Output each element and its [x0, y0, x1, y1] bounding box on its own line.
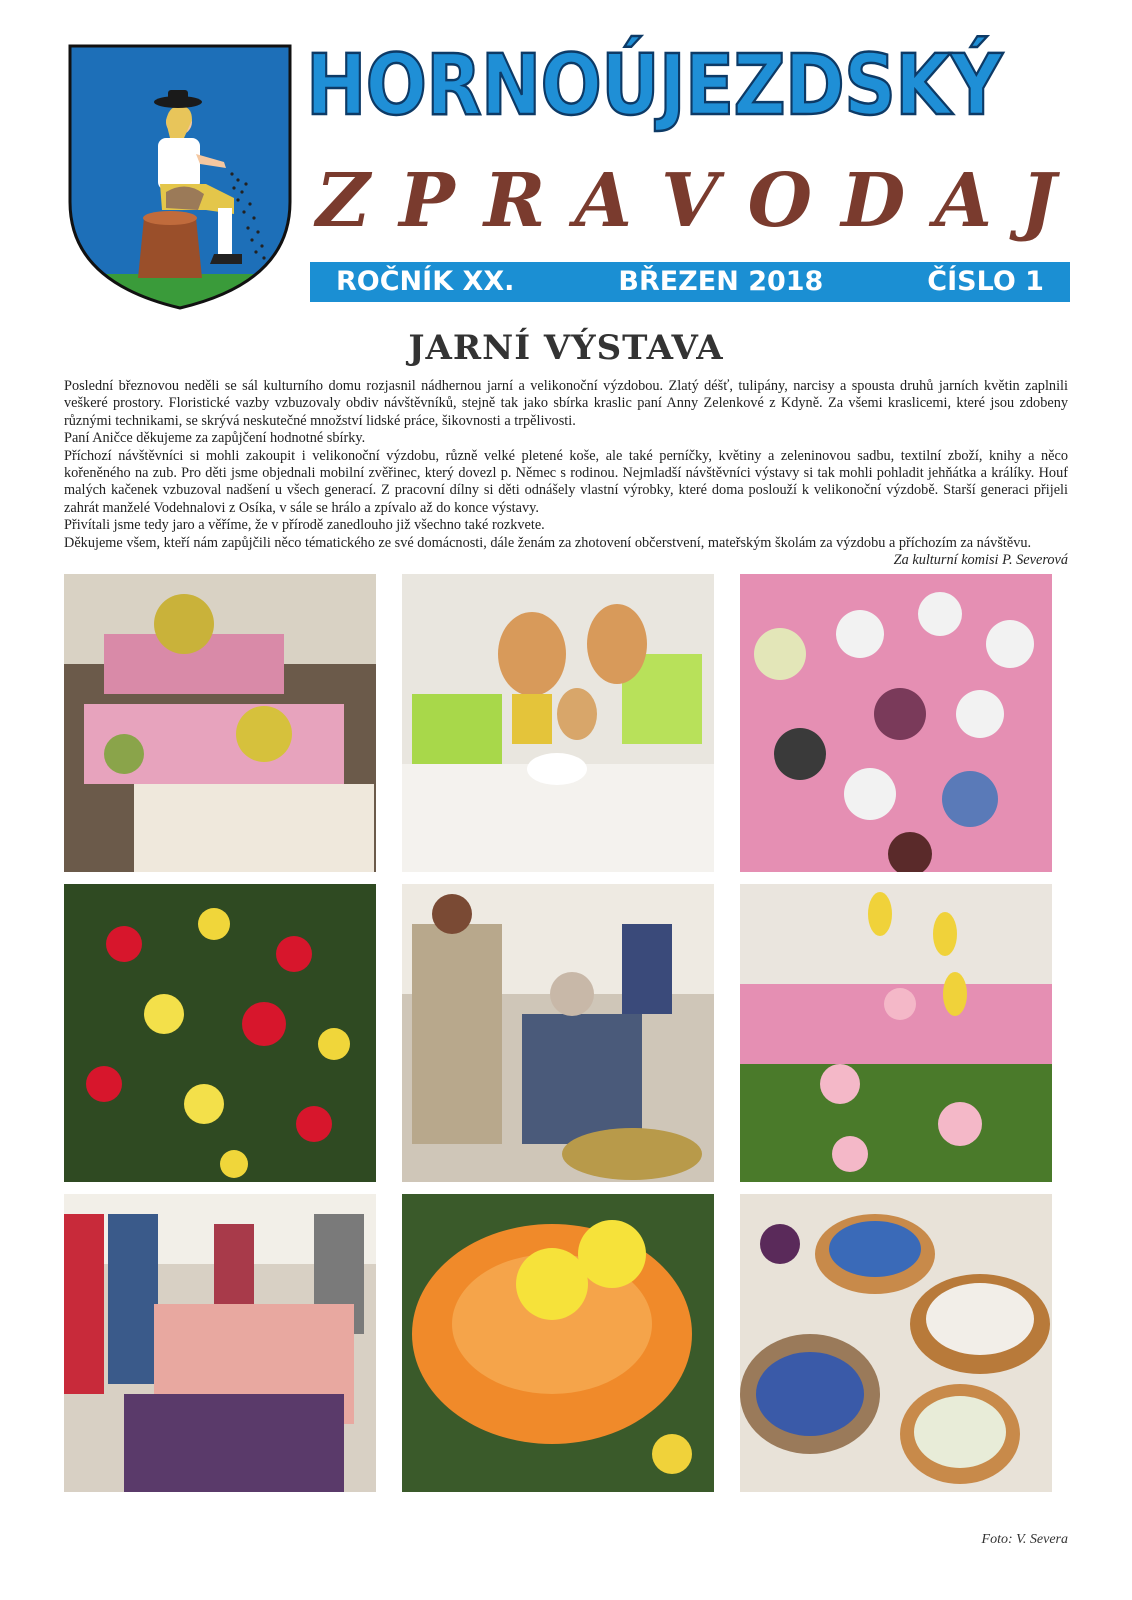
photo-basket-weaving — [402, 884, 714, 1182]
subtitle-letter: D — [841, 158, 906, 244]
issue-date: BŘEZEN 2018 — [618, 266, 824, 297]
article-body — [64, 378, 1068, 569]
photo-tulips-roses — [740, 884, 1052, 1182]
subtitle-letter: A — [574, 158, 632, 244]
subtitle-letter: V — [661, 158, 719, 244]
issue-number: ČÍSLO 1 — [927, 266, 1044, 297]
photo-egg-collection — [740, 574, 1052, 872]
subtitle-letter: P — [399, 158, 455, 244]
subtitle-letter: O — [747, 158, 813, 244]
article-paragraph: Děkujeme všem, kteří nám zapůjčili něco tématického ze své domácnosti, dále ženám za zhotovení občerstvení, mateřským školám za výzdobu a příchozím za návštěvu. — [64, 534, 1032, 551]
volume-label: ROČNÍK XX. — [336, 266, 515, 297]
photo-credit: Foto: V. Severa — [981, 1532, 1068, 1547]
article-paragraph: Poslední březnovou neděli se sál kulturního domu rozjasnil nádhernou jarní a velikonoční výzdobou. Zlatý déšť, tulipány, narcisy a spousta druhů jarních květin zaplnili veškeré prostory. Floristické vazby vzbuzovaly obdiv návštěvníků, stejně tak jako sbírka kraslic paní Anny Zelenkové z Kdyně. Za všemi kraslicemi, které jsou zdobeny různými technikami, se skrývá neskutečné množství lidské práce, šikovnosti a trpělivosti. — [64, 378, 1068, 429]
signature-row — [64, 552, 1068, 569]
photo-market-stalls — [64, 1194, 376, 1492]
subtitle-letter: A — [934, 158, 992, 244]
article-signature: Za kulturní komisi P. Severová — [893, 552, 1068, 569]
article-title: JARNÍ VÝSTAVA — [408, 328, 724, 368]
subtitle-letter: Z — [316, 158, 371, 244]
photo-egg-baskets — [740, 1194, 1052, 1492]
issue-info-bar — [310, 262, 1070, 302]
masthead-subtitle — [316, 156, 1056, 246]
photo-easter-bunnies — [402, 574, 714, 872]
photo-exhibition-hall — [64, 574, 376, 872]
article-paragraph: Příchozí návštěvníci si mohli zakoupit i velikonoční výzdobu, různě velké pletené koše, ale také perníčky, květiny a zeleninovou sadbu, textilní zboží, knihy a něco kořeněného na zub. Pro děti jsme objednali mobilní zvěřinec, který dovezl p. Němec s rodinou. Nejmladší návštěvníci výstavy si tak mohli pohladit jehňátka a králíky. Houf malých kačenek vzbuzoval nadšení u všech generací. Z pracovní dílny si děti odnášely vlastní výrobky, které doma poslouží k velikonoční výzdobě. Starší generaci přijeli zahrát manželé Vodehnalovi z Osíka, v sále se hrálo a zpívalo až do konce výstavy. — [64, 447, 1068, 516]
article-paragraph: Přivítali jsme tedy jaro a věříme, že v přírodě zanedlouho již všechno také rozkvete. — [64, 517, 545, 534]
photo-tulip-bouquet — [64, 884, 376, 1182]
photo-chick-nest — [402, 1194, 714, 1492]
article-paragraph: Paní Aničce děkujeme za zapůjčení hodnotné sbírky. — [64, 430, 366, 447]
coat-of-arms-emblem — [66, 42, 294, 312]
subtitle-letter: R — [483, 158, 546, 244]
subtitle-letter: J — [1020, 158, 1056, 244]
masthead-title: HORNOÚJEZDSKÝ — [306, 36, 1002, 134]
